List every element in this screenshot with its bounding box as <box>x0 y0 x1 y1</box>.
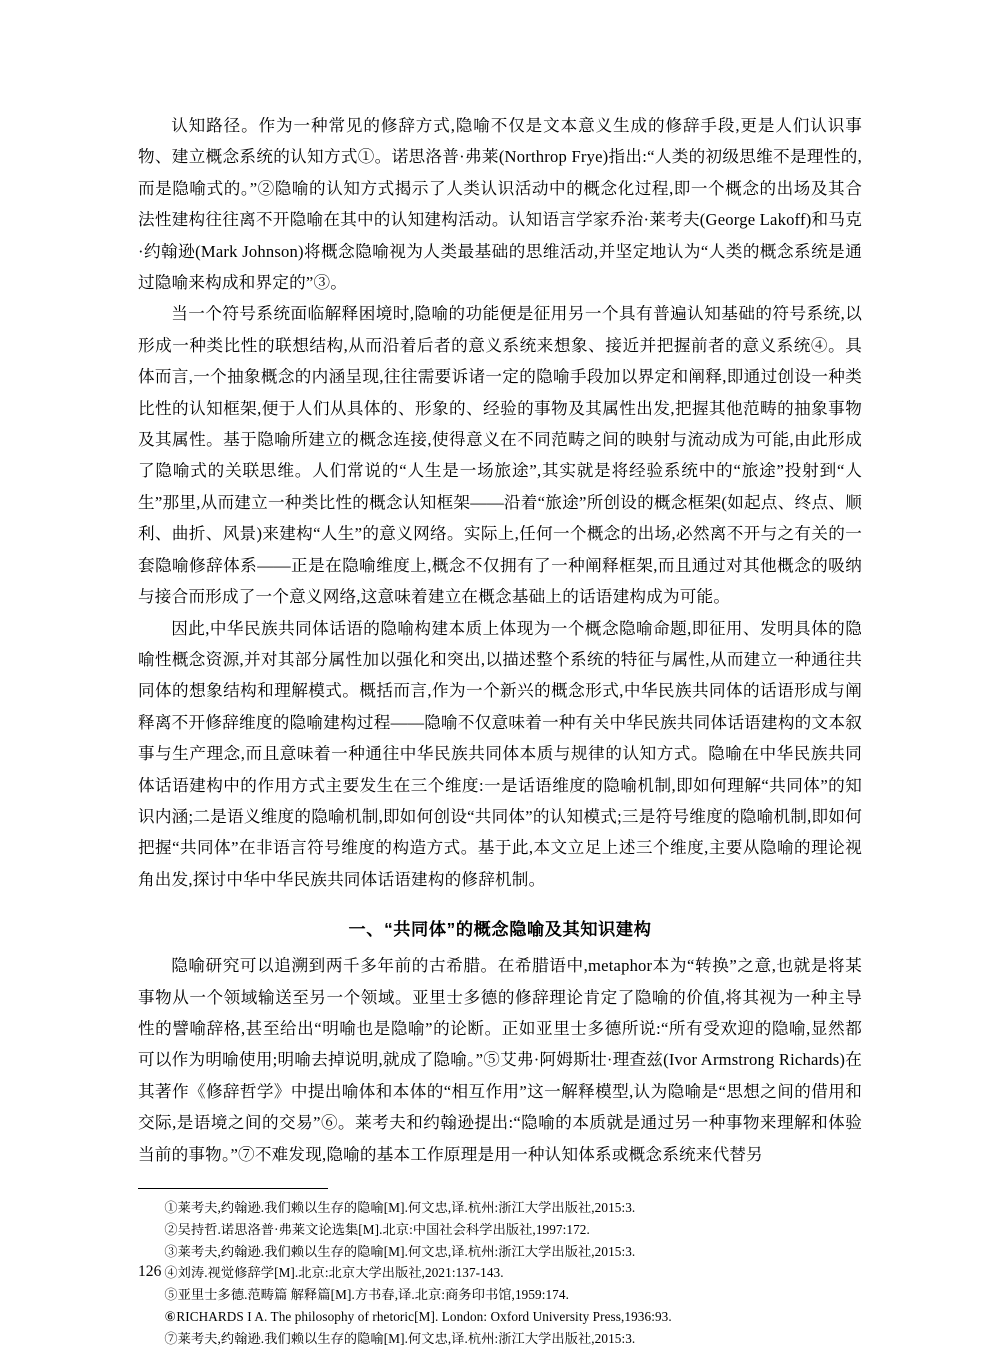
paragraph-3: 因此,中华民族共同体话语的隐喻构建本质上体现为一个概念隐喻命题,即征用、发明具体的隐喻性概念资源,并对其部分属性加以强化和突出,以描述整个系统的特征与属性,从而建立一种通往共同体的想象结构和理解模式。概括而言,作为一个新兴的概念形式,中华民族共同体的话语形成与阐释离不开修辞维度的隐喻建构过程——隐喻不仅意味着一种有关中华民族共同体话语建构的文本叙事与生产理念,而且意味着一种通往中华民族共同体本质与规律的认知方式。隐喻在中华民族共同体话语建构中的作用方式主要发生在三个维度:一是话语维度的隐喻机制,即如何理解“共同体”的知识内涵;二是语义维度的隐喻机制,即如何创设“共同体”的认知模式;三是符号维度的隐喻机制,即如何把握“共同体”在非语言符号维度的构造方式。基于此,本文立足上述三个维度,主要从隐喻的理论视角出发,探讨中华中华民族共同体话语建构的修辞机制。 <box>138 618 862 889</box>
footnote-item: ①莱考夫,约翰逊.我们赖以生存的隐喻[M].何文忠,译.杭州:浙江大学出版社,2015:3. <box>164 1200 636 1215</box>
body-text-block-after-heading <box>138 950 862 1170</box>
paragraph-2: 当一个符号系统面临解释困境时,隐喻的功能便是征用另一个具有普遍认知基础的符号系统,以形成一种类比性的联想结构,从而沿着后者的意义系统来想象、接近并把握前者的意义系统④。具体而言,一个抽象概念的内涵呈现,往往需要诉诸一定的隐喻手段加以界定和阐释,即通过创设一种类比性的认知框架,便于人们从具体的、形象的、经验的事物及其属性出发,把握其他范畴的抽象事物及其属性。基于隐喻所建立的概念连接,使得意义在不同范畴之间的映射与流动成为可能,由此形成了隐喻式的关联思维。人们常说的“人生是一场旅途”,其实就是将经验系统中的“旅途”投射到“人生”那里,从而建立一种类比性的概念认知框架——沿着“旅途”所创设的概念框架(如起点、终点、顺利、曲折、风景)来建构“人生”的意义网络。实际上,任何一个概念的出场,必然离不开与之有关的一套隐喻修辞体系——正是在隐喻维度上,概念不仅拥有了一种阐释框架,而且通过对其他概念的吸纳与接合而形成了一个意义网络,这意味着建立在概念基础上的话语建构成为可能。 <box>138 304 862 607</box>
footnote-item: ③莱考夫,约翰逊.我们赖以生存的隐喻[M].何文忠,译.杭州:浙江大学出版社,2015:3. <box>164 1243 636 1259</box>
footnote-item: ④刘涛.视觉修辞学[M].北京:北京大学出版社,2021:137-143. <box>164 1265 504 1281</box>
footnote-item: ⑤亚里士多德.范畴篇 解释篇[M].方书春,译.北京:商务印书馆,1959:174. <box>164 1287 569 1303</box>
footnote-list <box>138 1197 862 1350</box>
paragraph-1: 认知路径。作为一种常见的修辞方式,隐喻不仅是文本意义生成的修辞手段,更是人们认识事物、建立概念系统的认知方式①。诺思洛普·弗莱(Northrop Frye)指出:“人类的初级思维不是理性的,而是隐喻式的。”②隐喻的认知方式揭示了人类认识活动中的概念化过程,即一个概念的出场及其合法性建构往往离不开隐喻在其中的认知建构活动。认知语言学家乔治·莱考夫(George Lakoff)和马克·约翰逊(Mark Johnson)将概念隐喻视为人类最基础的思维活动,并坚定地认为“人类的概念系统是通过隐喻来构成和界定的”③。 <box>138 116 862 293</box>
footnote-item: ⑦莱考夫,约翰逊.我们赖以生存的隐喻[M].何文忠,译.杭州:浙江大学出版社,2015:3. <box>164 1330 636 1346</box>
section-heading: 一、“共同体”的概念隐喻及其知识建构 <box>348 919 652 940</box>
body-text-block <box>138 110 862 895</box>
footnote-item: ⑥RICHARDS I A. The philosophy of rhetoric[M]. London: Oxford University Press,1936:93. <box>164 1308 672 1324</box>
paragraph-4: 隐喻研究可以追溯到两千多年前的古希腊。在希腊语中,metaphor本为“转换”之意,也就是将某事物从一个领域输送至另一个领域。亚里士多德的修辞理论肯定了隐喻的价值,将其视为一种主导性的譬喻辞格,甚至给出“明喻也是隐喻”的论断。正如亚里士多德所说:“所有受欢迎的隐喻,显然都可以作为明喻使用;明喻去掉说明,就成了隐喻。”⑤艾弗·阿姆斯壮·理查兹(Ivor Armstrong Richards)在其著作《修辞哲学》中提出喻体和本体的“相互作用”这一解释模型,认为隐喻是“思想之间的借用和交际,是语境之间的交易”⑥。莱考夫和约翰逊提出:“隐喻的本质就是通过另一种事物来理解和体验当前的事物。”⑦不难发现,隐喻的基本工作原理是用一种认知体系或概念系统来代替另 <box>138 956 862 1164</box>
page-number: 126 <box>138 1263 162 1280</box>
footnote-separator <box>138 1188 328 1189</box>
footnote-item: ②吴持哲.诺思洛普·弗莱文论选集[M].北京:中国社会科学出版社,1997:172. <box>164 1221 590 1237</box>
